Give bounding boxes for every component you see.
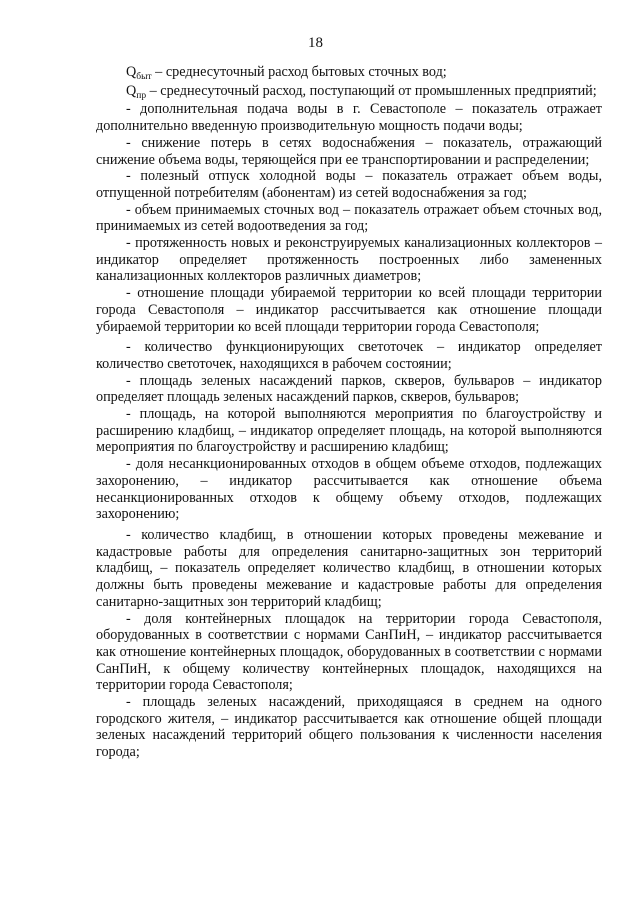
paragraph-cleaned-area: - отношение площади убираемой территории ко всей площади территории города Севастополя – индикатор рассчитывается как отношение площади убираемой территории ко всей площади территории города Севастополя; xyxy=(96,285,602,335)
paragraph-q-household xyxy=(96,64,602,83)
paragraph-q-industrial xyxy=(96,83,602,102)
paragraph-text: – среднесуточный расход бытовых сточных вод; xyxy=(151,64,447,80)
paragraph-street-lights: - количество функционирующих светоточек – индикатор определяет количество светоточек, находящихся в рабочем состоянии; xyxy=(96,339,602,372)
paragraph-green-parks: - площадь зеленых насаждений парков, скверов, бульваров – индикатор определяет площадь зеленых насаждений парков, скверов, бульваров; xyxy=(96,372,602,406)
paragraph-green-per-resident: - площадь зеленых насаждений, приходящаяся в среднем на одного городского жителя, – индикатор рассчитывается как отношение общей площади зеленых насаждений территорий общего пользования к численности населения города; xyxy=(96,694,602,761)
paragraph-cemetery-surveying: - количество кладбищ, в отношении которых проведены межевание и кадастровые работы для определения санитарно-защитных зон территорий кладбищ, – показатель определяет количество кладбищ, в отношении которых должны быть проведены межевание и кадастровые работы для определения санитарно-защитных зон территорий кладбищ; xyxy=(96,526,602,610)
paragraph-container-sites: - доля контейнерных площадок на территории города Севастополя, оборудованных в соответствии с нормами СанПиН, – индикатор рассчитывается как отношение контейнерных площадок, оборудованных в соответствии с нормами СанПиН, к общему количеству контейнерных площадок, находящихся на территории города Севастополя; xyxy=(96,610,602,694)
formula-subscript: быт xyxy=(136,72,152,82)
page-number: 18 xyxy=(308,35,323,51)
paragraph-wastewater-volume: - объем принимаемых сточных вод – показатель отражает объем сточных вод, принимаемых из сетей водоотведения за год; xyxy=(96,201,602,235)
document-body xyxy=(96,64,602,761)
paragraph-water-supply: - дополнительная подача воды в г. Севастополе – показатель отражает дополнительно введенную производительную мощность подачи воды; xyxy=(96,101,602,135)
formula-symbol: Q xyxy=(126,64,137,80)
paragraph-text: – среднесуточный расход, поступающий от промышленных предприятий; xyxy=(146,82,597,99)
paragraph-unauthorized-waste: - доля несанкционированных отходов в общем объеме отходов, подлежащих захоронению, – индикатор рассчитывается как отношение объема несанкционированных отходов к общему объему отходов, подлежащих захоронению; xyxy=(96,456,602,523)
paragraph-cold-water: - полезный отпуск холодной воды – показатель отражает объем воды, отпущенной потребителям (абонентам) из сетей водоснабжения за год; xyxy=(96,168,602,201)
paragraph-cemetery-improvement: - площадь, на которой выполняются мероприятия по благоустройству и расширению кладбищ, – индикатор определяет площадь, на которой выполняются мероприятия по благоустройству и расширению кладбищ; xyxy=(96,406,602,456)
formula-symbol: Q xyxy=(126,82,137,99)
paragraph-loss-reduction: - снижение потерь в сетях водоснабжения – показатель, отражающий снижение объема воды, теряющейся при ее транспортировании и распределении; xyxy=(96,134,602,168)
formula-subscript: пр xyxy=(136,90,147,101)
paragraph-collectors-length: - протяженность новых и реконструируемых канализационных коллекторов – индикатор определяет протяженность построенных либо замененных канализационных коллекторов различных диаметров; xyxy=(96,235,602,285)
